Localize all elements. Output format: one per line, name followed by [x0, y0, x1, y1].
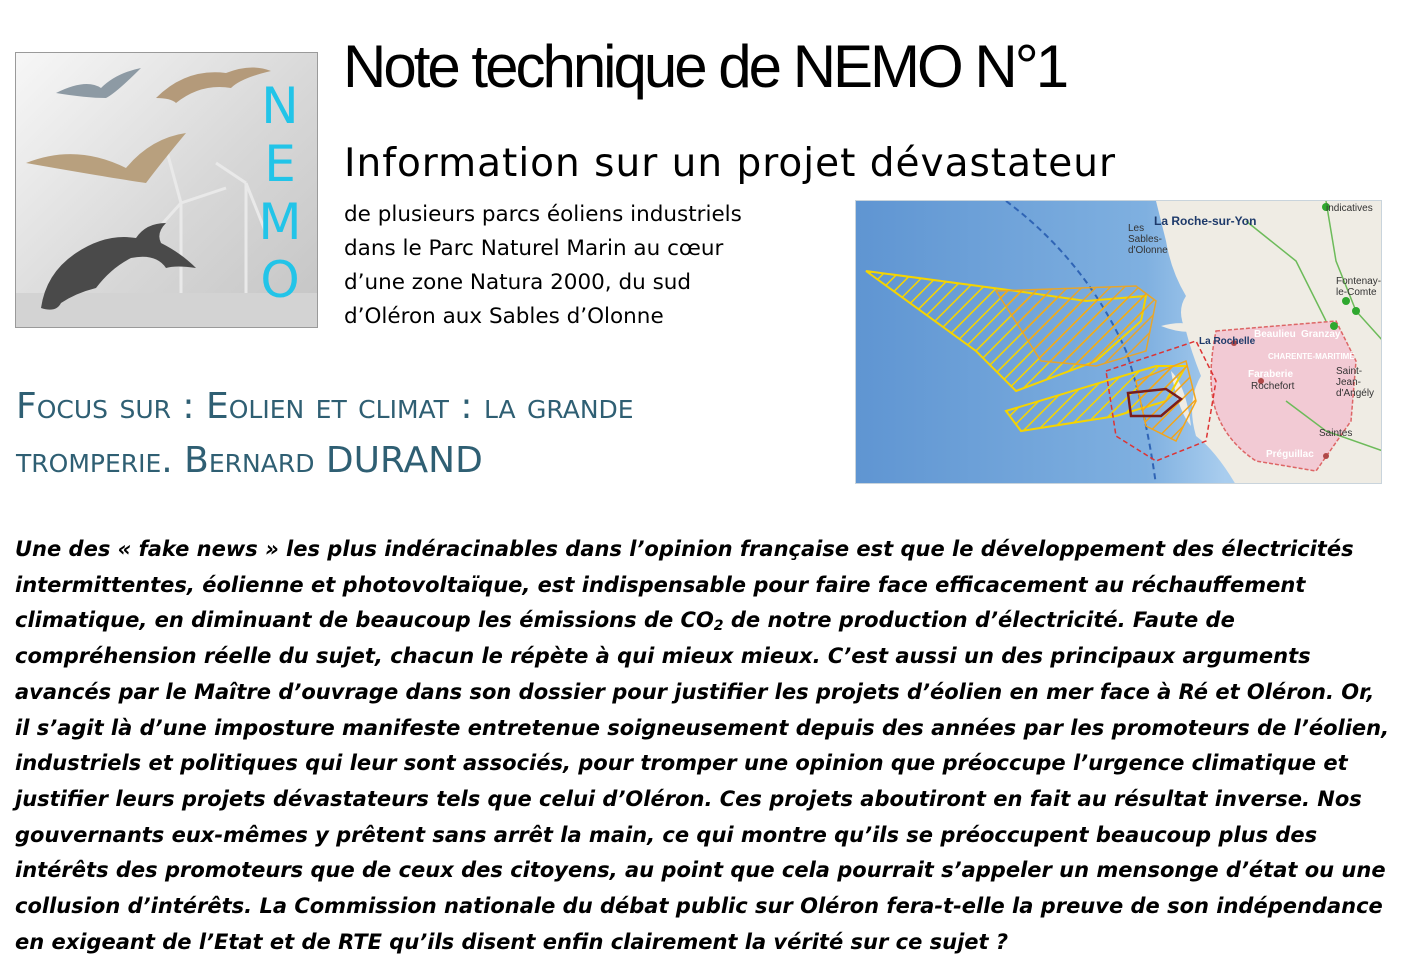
map-label-preguillac: Préguillac — [1266, 449, 1314, 460]
focus-heading — [16, 380, 846, 488]
project-map — [855, 200, 1382, 484]
body-line: compréhension réelle du sujet, chacun le répète à qui mieux mieux. C’est aussi un des principaux arguments — [15, 644, 1311, 669]
description-line: dans le Parc Naturel Marin au cœur — [344, 236, 724, 261]
description-line: d’une zone Natura 2000, du sud — [344, 270, 692, 295]
body-line: justifier leurs projets dévastateurs tels que celui d’Oléron. Ces projets aboutiront en fait au résultat inverse. Nos — [15, 786, 1362, 811]
map-label-rochefort: Rochefort — [1251, 381, 1295, 392]
body-line: intérêts des promoteurs que de ceux des citoyens, au point que cela pourrait s’appeler un mensonge d’état ou une — [15, 858, 1386, 883]
map-label-indicatives: indicatives — [1326, 203, 1373, 214]
map-label-faraberie: Faraberie — [1248, 369, 1294, 380]
description-line: d’Oléron aux Sables d’Olonne — [344, 304, 664, 329]
logo-letter: M — [258, 193, 302, 251]
description-line: de plusieurs parcs éoliens industriels — [344, 202, 742, 227]
page-title: Note technique de NEMO N°1 — [343, 33, 1067, 100]
page-subtitle: Information sur un projet dévastateur — [344, 141, 1117, 186]
co2-subscript: 2 — [713, 618, 724, 635]
body-line-co2 — [15, 603, 1410, 639]
logo-letter: O — [260, 251, 300, 309]
map-graphic — [856, 201, 1382, 484]
map-label-granzay: Granzay — [1301, 329, 1341, 340]
body-line: avancés par le Maître d’ouvrage dans son dossier pour justifier les projets d’éolien en mer face à Ré et Oléron. Or, — [15, 679, 1375, 704]
body-line: il s’agit là d’une imposture manifeste entretenue soigneusement depuis des années par les promoteurs de l’éolien, — [15, 715, 1390, 740]
map-label-roche: La Roche-sur-Yon — [1154, 214, 1257, 228]
map-label-fontenay: Fontenay-le-Comte — [1336, 276, 1382, 298]
project-description — [344, 198, 814, 334]
article-body — [15, 532, 1410, 960]
body-line: collusion d’intérêts. La Commission nationale du débat public sur Oléron fera-t-elle la preuve de son indépendance — [15, 894, 1383, 919]
body-line-part: climatique, en diminuant de beaucoup les émissions de — [15, 608, 681, 633]
body-line: intermittentes, éolienne et photovoltaïque, est indispensable pour faire face efficacement au réchauffement — [15, 572, 1306, 597]
map-label-sables: Les Sables-d'Olonne — [1128, 223, 1168, 256]
map-label-charente: CHARENTE-MARITIME — [1268, 352, 1355, 361]
body-line: gouvernants eux-mêmes y prêtent sans arrêt la main, ce qui montre qu’ils se préoccupent beaucoup plus des — [15, 822, 1318, 847]
body-line: industriels et politiques qui leur sont associés, pour tromper une opinion que préoccupe l’urgence climatique et — [15, 751, 1348, 776]
nemo-logo — [15, 52, 318, 328]
body-line-part: de notre production d’électricité. Faute de — [723, 608, 1235, 633]
logo-letter: E — [264, 135, 296, 193]
logo-nemo-letters — [257, 77, 303, 309]
map-label-angely: Saint-Jean-d'Angély — [1336, 366, 1375, 399]
map-label-saintes: Saintes — [1319, 428, 1353, 439]
focus-line: Focus sur : Eolien et climat : la grande — [16, 386, 634, 427]
co2-formula: CO — [680, 608, 714, 633]
body-line: Une des « fake news » les plus indéracinables dans l’opinion française est que le développement des électricités — [15, 537, 1354, 561]
focus-line: tromperie. Bernard DURAND — [16, 440, 483, 481]
body-line: en exigeant de l’Etat et de RTE qu’ils disent enfin clairement la vérité sur ce sujet ? — [15, 929, 1009, 954]
map-label-beaulieu: Beaulieu — [1254, 329, 1296, 340]
map-label-rochelle: La Rochelle — [1199, 336, 1256, 347]
logo-letter: N — [261, 77, 299, 135]
